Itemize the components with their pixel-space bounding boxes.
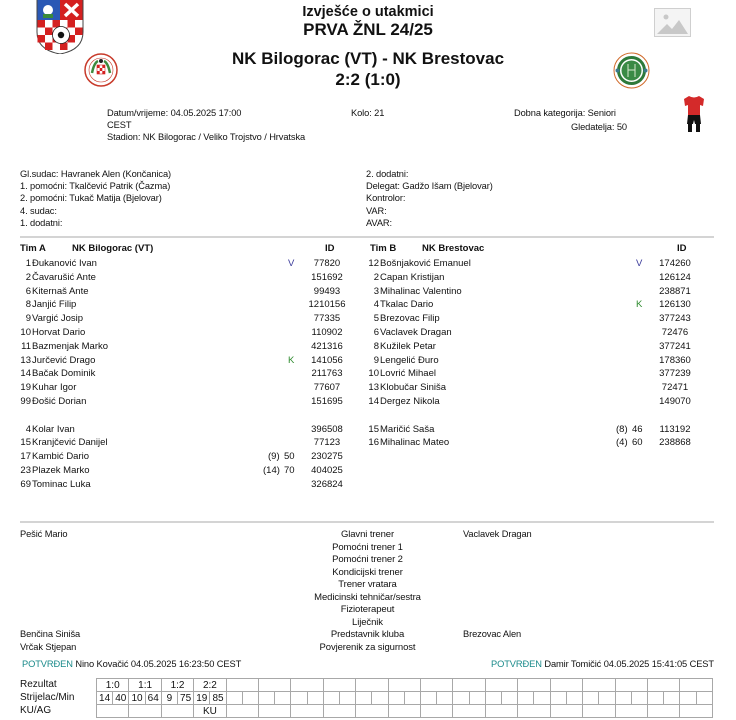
goal-minute-cell [664, 692, 680, 705]
player-name: Kambić Dario [32, 451, 90, 463]
player-name: Bošnjaković Emanuel [380, 258, 471, 269]
player-row [13, 368, 353, 381]
player-row [361, 382, 701, 395]
goal-minute-cell [372, 692, 388, 705]
player-number: 10 [368, 368, 379, 380]
goal-type-cell [388, 705, 420, 718]
team-a-label: Tim A [20, 243, 46, 254]
player-row [13, 465, 353, 478]
image-placeholder-icon [654, 8, 691, 37]
player-name: Kuhar Igor [32, 382, 77, 394]
scorer-number-cell: 19 [194, 692, 210, 705]
player-row [361, 272, 701, 285]
staff-role: Medicinski tehničar/sestra [314, 592, 421, 603]
player-number: 13 [20, 354, 31, 366]
score-cell [356, 679, 388, 692]
goalkeeper-marker: V [288, 258, 295, 269]
player-row [13, 258, 353, 271]
score-cell [291, 679, 323, 692]
goal-minute-cell [275, 692, 291, 705]
goal-type-cell [518, 705, 550, 718]
goal-type-cell [453, 705, 485, 718]
player-name: Bačak Dominik [32, 368, 96, 380]
score-cell: 1:0 [97, 679, 129, 692]
player-id: 211763 [311, 368, 343, 380]
player-number: 12 [368, 258, 379, 269]
player-row [361, 299, 701, 312]
official-var: VAR: [366, 206, 387, 216]
official-additional-1: 1. dodatni: [20, 218, 63, 228]
team-kit [683, 95, 705, 133]
player-number: 2 [25, 271, 31, 283]
player-id: 99493 [313, 285, 341, 297]
staff-role: Predstavnik kluba [330, 629, 405, 640]
scorer-number-cell [550, 692, 566, 705]
player-id: 149070 [659, 396, 691, 407]
goalkeeper-marker: V [636, 258, 643, 269]
player-name: Đukanović Ivan [32, 258, 97, 269]
score-row-scorer [97, 692, 713, 705]
goal-type-cell [647, 705, 679, 718]
score-row-label-result: Rezultat [20, 679, 57, 690]
player-name: Plazek Marko [32, 465, 90, 476]
staff-role: Povjerenik za sigurnost [319, 642, 416, 653]
away-confirmation [491, 659, 714, 669]
player-number: 6 [25, 285, 31, 297]
match-datetime: Datum/vrijeme: 04.05.2025 17:00 [107, 108, 242, 118]
player-number: 2 [373, 271, 379, 283]
player-number: 13 [368, 382, 379, 394]
player-id: 396508 [311, 423, 343, 435]
player-row [13, 382, 353, 395]
goal-type-cell [485, 705, 517, 718]
player-name: Mihalinac Mateo [380, 437, 450, 449]
goal-type-cell [161, 705, 193, 718]
goal-type-cell [356, 705, 388, 718]
player-number: 8 [373, 340, 379, 352]
substitution-minute: 70 [284, 465, 295, 476]
goal-type-cell [615, 705, 647, 718]
divider [20, 521, 714, 523]
match-stadium: Stadion: NK Bilogorac / Veliko Trojstvo / Hrvatska [107, 132, 306, 142]
goal-minute-cell [502, 692, 518, 705]
match-result: 2:2 (1:0) [335, 70, 401, 89]
score-row-result [97, 679, 713, 692]
score-cell [226, 679, 258, 692]
goal-type-cell [421, 705, 453, 718]
player-id: 141056 [311, 354, 343, 366]
substitution-minute: 46 [632, 423, 643, 435]
home-confirmation-text: Nino Kovačić 04.05.2025 16:23:50 CEST [75, 659, 242, 669]
home-confirmation [22, 659, 241, 669]
competition-name: PRVA ŽNL 24/25 [303, 20, 433, 39]
player-row [361, 313, 701, 326]
goal-type-cell [259, 705, 291, 718]
score-cell [518, 679, 550, 692]
score-cell [421, 679, 453, 692]
home-staff-name: Benčina Siniša [20, 629, 81, 639]
player-number: 23 [20, 465, 31, 476]
official-assistant-1: 1. pomoćni: Tkalčević Patrik (Čazma) [20, 181, 171, 191]
player-row [13, 272, 353, 285]
score-cell [388, 679, 420, 692]
player-row [361, 424, 701, 437]
score-cell: 2:2 [194, 679, 226, 692]
player-id: 238868 [659, 437, 691, 449]
player-row [13, 327, 353, 340]
player-row [13, 313, 353, 326]
player-id: 377239 [659, 368, 691, 380]
player-number: 17 [20, 451, 31, 463]
player-number: 14 [20, 368, 31, 380]
captain-marker: K [636, 299, 643, 311]
home-staff-name: Vrčak Stjepan [20, 642, 77, 652]
player-name: Čavarušić Ante [32, 271, 96, 283]
score-cell: 1:1 [129, 679, 161, 692]
score-cell [323, 679, 355, 692]
match-round: Kolo: 21 [351, 108, 385, 118]
scorer-number-cell [323, 692, 339, 705]
goal-type-cell [680, 705, 713, 718]
player-id: 326824 [311, 478, 343, 490]
player-name: Maričić Saša [380, 423, 435, 435]
goal-type-cell [323, 705, 355, 718]
player-name: Klobučar Siniša [380, 382, 447, 394]
substitution-minute: 60 [632, 437, 643, 449]
image-placeholder [654, 8, 691, 37]
player-number: 16 [368, 437, 379, 449]
player-number: 99 [20, 396, 31, 407]
substitution-for: (14) [263, 465, 280, 476]
player-row [361, 355, 701, 368]
team-b-name: NK Brestovac [422, 243, 485, 254]
player-name: Kranjčević Danijel [32, 437, 108, 449]
player-name: Mihalinac Valentino [380, 285, 462, 297]
player-id: 77335 [313, 313, 341, 325]
player-id: 1210156 [308, 299, 346, 311]
scorer-number-cell [518, 692, 534, 705]
player-row [13, 451, 353, 464]
goal-type-cell [550, 705, 582, 718]
team-a-id-header: ID [325, 243, 335, 254]
goal-minute-cell: 40 [113, 692, 129, 705]
report-title: Izvješće o utakmici [302, 4, 434, 20]
scorer-number-cell [356, 692, 372, 705]
scorer-number-cell [388, 692, 404, 705]
player-id: 72476 [661, 327, 689, 338]
player-row [361, 327, 701, 340]
away-club-logo [613, 52, 650, 89]
away-staff-name: Vaclavek Dragan [463, 529, 532, 539]
player-id: 404025 [311, 465, 343, 476]
scorer-number-cell [615, 692, 631, 705]
score-cell [647, 679, 679, 692]
player-name: Vaclavek Dragan [380, 327, 452, 338]
player-name: Tkalac Dario [380, 299, 434, 311]
staff-role: Trener vratara [338, 579, 397, 590]
staff-role: Liječnik [352, 617, 383, 628]
player-number: 6 [373, 327, 379, 338]
player-id: 174260 [659, 258, 691, 269]
goal-minute-cell [242, 692, 258, 705]
divider [20, 236, 714, 238]
home-confirmation-status: POTVRĐEN [22, 659, 73, 669]
scorer-number-cell [680, 692, 696, 705]
scorer-number-cell [647, 692, 663, 705]
scorer-number-cell [421, 692, 437, 705]
team-b-id-header: ID [677, 243, 687, 254]
player-row [13, 437, 353, 450]
player-number: 4 [25, 423, 31, 435]
away-confirmation-status: POTVRĐEN [490, 659, 542, 669]
staff-role: Pomoćni trener 1 [332, 542, 403, 553]
player-number: 9 [373, 354, 379, 366]
goal-minute-cell [534, 692, 550, 705]
staff-role: Fizioterapeut [340, 604, 395, 615]
player-number: 1 [25, 258, 31, 269]
age-category: Dobna kategorija: Seniori [514, 108, 616, 118]
away-confirmation-text: Damir Tomičić 04.05.2025 15:41:05 CEST [544, 659, 714, 669]
score-table [96, 678, 713, 718]
player-name: Horvat Dario [32, 327, 86, 338]
goal-minute-cell [307, 692, 323, 705]
goal-type-cell [97, 705, 129, 718]
scorer-number-cell [583, 692, 599, 705]
substitution-for: (8) [616, 423, 628, 435]
player-number: 69 [20, 478, 31, 490]
scorer-number-cell: 14 [97, 692, 113, 705]
player-name: Kolar Ivan [32, 423, 75, 435]
staff-role: Pomoćni trener 2 [332, 554, 403, 565]
player-id: 113192 [659, 423, 691, 435]
official-fourth: 4. sudac: [20, 206, 57, 216]
player-number: 19 [20, 382, 31, 394]
player-name: Janjić Filip [32, 299, 77, 311]
player-row [13, 286, 353, 299]
team-b-label: Tim B [370, 243, 397, 254]
player-id: 72471 [661, 382, 689, 394]
score-cell [680, 679, 713, 692]
player-row [361, 258, 701, 271]
player-id: 230275 [311, 451, 343, 463]
goal-minute-cell [599, 692, 615, 705]
official-delegate: Delegat: Gadžo Išam (Bjelovar) [366, 181, 493, 191]
goal-type-cell: KU [194, 705, 226, 718]
spectators: Gledatelja: 50 [571, 122, 627, 132]
player-name: Bazmenjak Marko [32, 340, 109, 352]
substitution-minute: 50 [284, 451, 295, 463]
goal-minute-cell: 64 [145, 692, 161, 705]
player-number: 3 [373, 285, 379, 297]
player-id: 77820 [313, 258, 341, 269]
score-cell [583, 679, 615, 692]
score-cell [453, 679, 485, 692]
player-row [361, 286, 701, 299]
player-id: 178360 [659, 354, 691, 366]
player-row [13, 396, 353, 409]
away-staff-name: Brezovac Alen [463, 629, 522, 639]
score-cell [259, 679, 291, 692]
team-kit-icon [683, 95, 705, 133]
player-row [13, 341, 353, 354]
scorer-number-cell: 10 [129, 692, 145, 705]
player-row [361, 396, 701, 409]
goal-minute-cell [696, 692, 712, 705]
player-id: 77123 [313, 437, 341, 449]
player-name: Vargić Josip [32, 313, 84, 325]
official-main-referee: Gl.sudac: Havranek Alen (Končanica) [20, 169, 172, 179]
scorer-number-cell [453, 692, 469, 705]
player-number: 15 [368, 423, 379, 435]
goal-minute-cell: 85 [210, 692, 226, 705]
substitution-for: (4) [616, 437, 628, 449]
away-club-crest-icon [613, 52, 650, 89]
player-name: Dergez Nikola [380, 396, 440, 407]
score-cell [485, 679, 517, 692]
staff-role: Kondicijski trener [332, 567, 403, 578]
substitution-for: (9) [268, 451, 280, 463]
player-number: 4 [373, 299, 379, 311]
player-name: Tominac Luka [32, 478, 91, 490]
team-a-name: NK Bilogorac (VT) [72, 243, 154, 254]
score-row-label-scorer: Strijelac/Min [20, 692, 75, 703]
player-number: 9 [25, 313, 31, 325]
score-cell: 1:2 [161, 679, 193, 692]
player-row [13, 424, 353, 437]
player-name: Jurčević Drago [32, 354, 96, 366]
player-id: 421316 [311, 340, 343, 352]
goal-type-cell [129, 705, 161, 718]
player-id: 126130 [659, 299, 691, 311]
player-row [13, 299, 353, 312]
match-timezone: CEST [107, 120, 132, 130]
player-name: Brezovac Filip [380, 313, 440, 325]
player-row [361, 437, 701, 450]
player-number: 5 [373, 313, 379, 325]
player-name: Kiternaš Ante [32, 285, 89, 297]
goal-minute-cell [566, 692, 582, 705]
player-row [13, 355, 353, 368]
player-name: Lengelić Đuro [380, 354, 439, 366]
team-separator: - [377, 49, 393, 68]
player-id: 377241 [659, 340, 691, 352]
scorer-number-cell [226, 692, 242, 705]
scorer-number-cell [485, 692, 501, 705]
player-row [13, 479, 353, 492]
home-staff-name: Pešić Mario [20, 529, 68, 539]
player-name: Lovrić Mihael [380, 368, 436, 380]
score-cell [550, 679, 582, 692]
official-controller: Kontrolor: [366, 193, 406, 203]
goal-type-cell [583, 705, 615, 718]
player-number: 10 [20, 327, 31, 338]
scorer-number-cell: 9 [161, 692, 177, 705]
goal-minute-cell [469, 692, 485, 705]
staff-role: Glavni trener [340, 529, 395, 540]
player-number: 14 [368, 396, 379, 407]
score-cell [615, 679, 647, 692]
player-id: 151692 [311, 271, 343, 283]
goal-minute-cell [437, 692, 453, 705]
official-additional-2: 2. dodatni: [366, 169, 409, 179]
goal-type-cell [291, 705, 323, 718]
player-number: 8 [25, 299, 31, 311]
goal-minute-cell [340, 692, 356, 705]
official-avar: AVAR: [366, 218, 393, 228]
away-team-name: NK Brestovac [392, 49, 505, 68]
score-row-label-type: KU/AG [20, 705, 52, 716]
captain-marker: K [288, 354, 295, 366]
official-assistant-2: 2. pomoćni: Tukač Matija (Bjelovar) [20, 193, 162, 203]
scorer-number-cell [291, 692, 307, 705]
goal-minute-cell: 75 [178, 692, 194, 705]
goal-type-cell [226, 705, 258, 718]
player-id: 377243 [659, 313, 691, 325]
goal-minute-cell [631, 692, 647, 705]
scorer-number-cell [259, 692, 275, 705]
player-number: 15 [20, 437, 31, 449]
player-name: Đošić Dorian [32, 396, 87, 407]
player-name: Capan Kristijan [380, 271, 445, 283]
player-id: 238871 [659, 285, 691, 297]
player-id: 151695 [311, 396, 343, 407]
player-id: 77607 [313, 382, 341, 394]
home-team-name: NK Bilogorac (VT) [231, 49, 378, 68]
player-row [361, 341, 701, 354]
player-number: 11 [21, 340, 31, 352]
goal-minute-cell [404, 692, 420, 705]
score-row-type [97, 705, 713, 718]
player-id: 126124 [659, 271, 691, 283]
player-row [361, 368, 701, 381]
player-id: 110902 [311, 327, 343, 338]
player-name: Kužilek Petar [380, 340, 436, 352]
